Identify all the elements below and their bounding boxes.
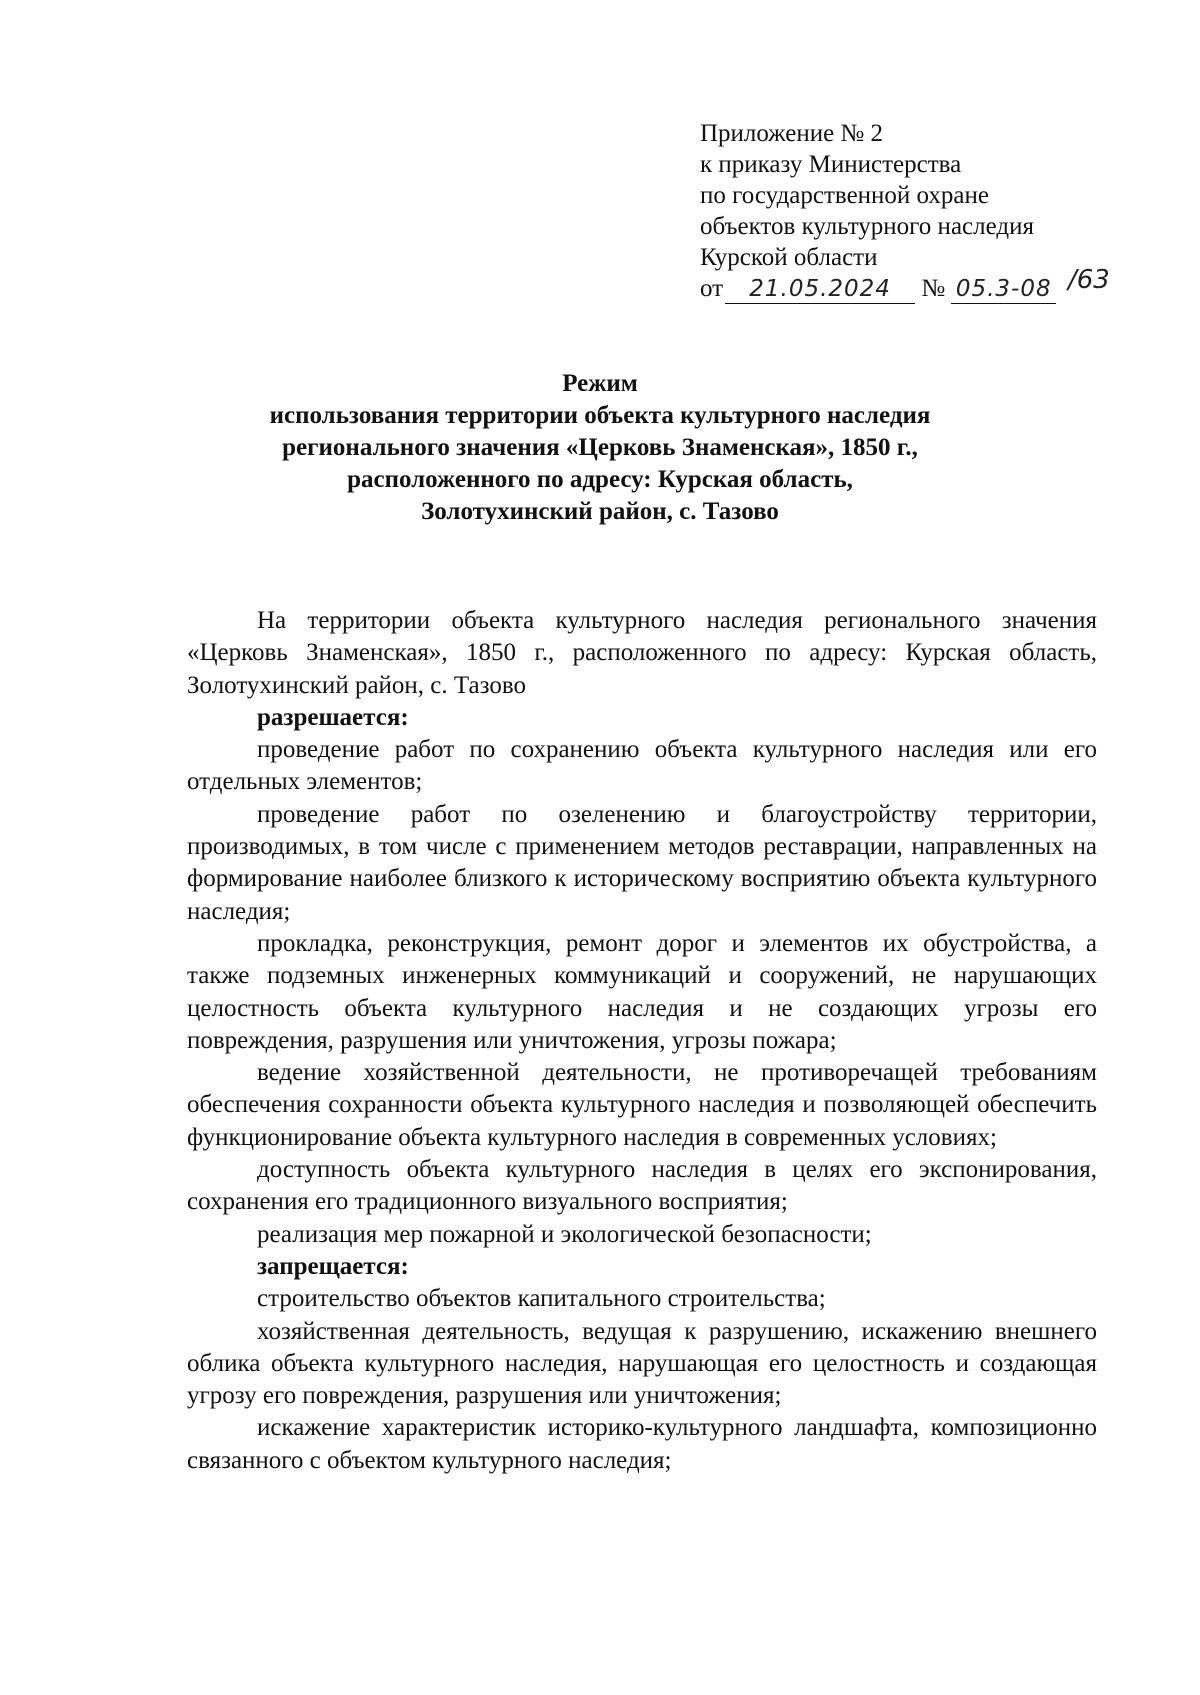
allowed-item: ведение хозяйственной деятельности, не противоречащей требованиям обеспечения сохранности объекта культурного наследия и позволяющей обеспечить функционирование объекта культурного наследия в современных условиях;	[187, 1059, 1097, 1151]
title-line-5: Золотухинский район, с. Тазово	[421, 498, 779, 525]
annex-block	[700, 118, 1160, 304]
annex-line-protection: по государственной охране	[700, 182, 990, 209]
document-title	[160, 368, 1040, 528]
allowed-heading: разрешается:	[257, 703, 409, 731]
forbidden-item: строительство объектов капитального строительства;	[257, 1285, 826, 1313]
number-field	[951, 275, 1056, 304]
number-label: №	[921, 275, 946, 302]
title-line-3: регионального значения «Церковь Знаменская», 1850 г.,	[282, 434, 918, 461]
intro-paragraph: На территории объекта культурного наследия регионального значения «Церковь Знаменская», 1850 г., расположенного по адресу: Курская область, Золотухинский район, с. Тазово	[187, 607, 1097, 699]
allowed-item: проведение работ по сохранению объекта культурного наследия или его отдельных элементов;	[187, 736, 1097, 796]
annex-line-order: к приказу Министерства	[700, 151, 962, 178]
annex-line-region: Курской области	[700, 244, 878, 271]
allowed-item: реализация мер пожарной и экологической безопасности;	[257, 1220, 872, 1248]
handwritten-number: 05.3-08	[955, 276, 1052, 302]
allowed-item: доступность объекта культурного наследия в целях его экспонирования, сохранения его традиционного визуального восприятия;	[187, 1156, 1097, 1216]
title-line-2: использования территории объекта культурного наследия	[269, 402, 931, 429]
annex-title: Приложение № 2	[700, 120, 884, 147]
allowed-item: прокладка, реконструкция, ремонт дорог и элементов их обустройства, а также подземных инженерных коммуникаций и сооружений, не нарушающих целостность объекта культурного наследия и не создающих угрозы его повреждения, разрушения или уничтожения, угрозы пожара;	[187, 929, 1097, 1054]
annex-line-heritage: объектов культурного наследия	[700, 213, 1034, 240]
date-field	[725, 275, 915, 304]
from-label: от	[700, 275, 724, 302]
handwritten-date: 21.05.2024	[749, 276, 891, 302]
handwritten-number-suffix: /63	[1068, 265, 1110, 295]
document-body	[187, 605, 1097, 1477]
forbidden-heading: запрещается:	[257, 1252, 409, 1280]
forbidden-item: искажение характеристик историко-культурного ландшафта, композиционно связанного с объектом культурного наследия;	[187, 1414, 1097, 1474]
allowed-item: проведение работ по озеленению и благоустройству территории, производимых, в том числе с применением методов реставрации, направленных на формирование наиболее близкого к историческому восприятию объекта культурного наследия;	[187, 800, 1097, 925]
forbidden-item: хозяйственная деятельность, ведущая к разрушению, искажению внешнего облика объекта культурного наследия, нарушающая его целостность и создающая угрозу его повреждения, разрушения или уничтожения;	[187, 1317, 1097, 1410]
annex-reference	[700, 265, 1160, 304]
title-line-1: Режим	[562, 370, 638, 397]
title-line-4: расположенного по адресу: Курская область,	[347, 466, 853, 493]
